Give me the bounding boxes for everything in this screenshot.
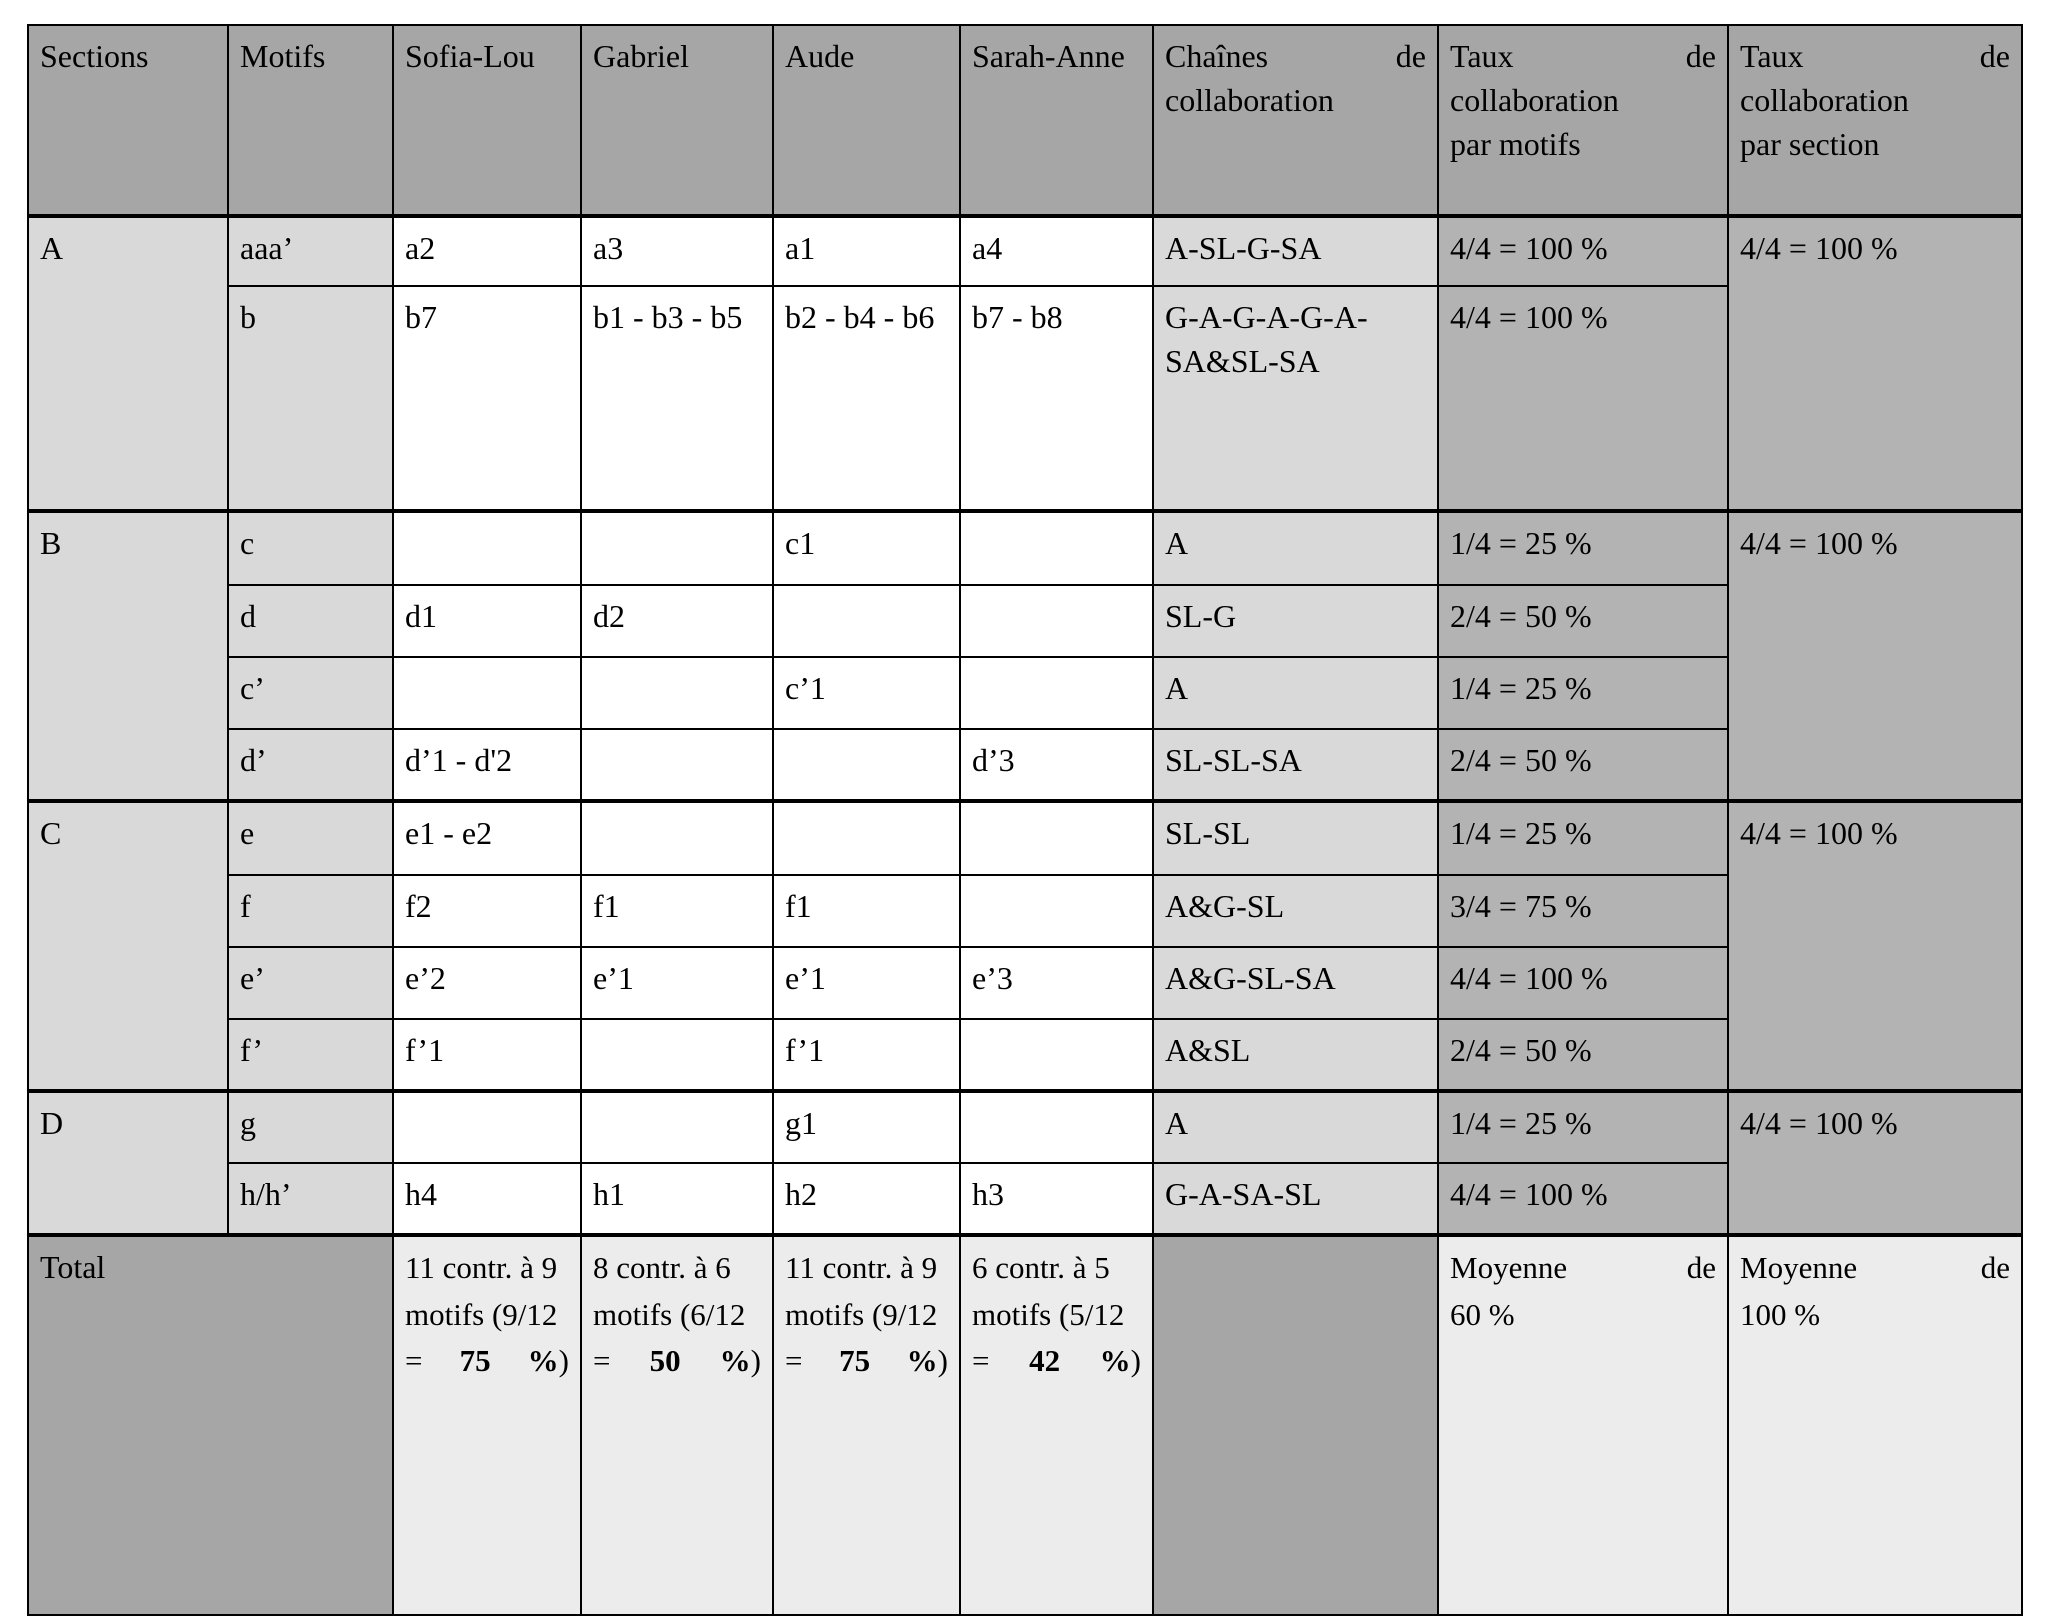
motif-cell: f’ — [228, 1019, 393, 1091]
total-chaine-cell — [1153, 1235, 1438, 1615]
gabriel-cell — [581, 801, 773, 875]
chaine-collaboration-cell: A&SL — [1153, 1019, 1438, 1091]
header-word: de — [1685, 38, 1716, 74]
column-header-sofia-lou: Sofia-Lou — [393, 25, 581, 216]
sarah-anne-cell: d’3 — [960, 729, 1153, 801]
header-word: Chaînes — [1165, 38, 1269, 74]
gabriel-cell: f1 — [581, 875, 773, 947]
total-percent-value: 42 % — [1029, 1343, 1131, 1378]
taux-par-motifs-cell: 4/4 = 100 % — [1438, 947, 1728, 1019]
gabriel-cell — [581, 511, 773, 585]
gabriel-cell: h1 — [581, 1163, 773, 1235]
table-row — [28, 1163, 2022, 1235]
table-row — [28, 875, 2022, 947]
header-line: par section — [1740, 126, 1880, 163]
gabriel-cell: e’1 — [581, 947, 773, 1019]
chaine-collaboration-cell: G-A-SA-SL — [1153, 1163, 1438, 1235]
motif-cell: c — [228, 511, 393, 585]
chaine-collaboration-cell: A-SL-G-SA — [1153, 216, 1438, 286]
sofia-lou-cell: f’1 — [393, 1019, 581, 1091]
aude-cell: e’1 — [773, 947, 960, 1019]
column-header-sections: Sections — [28, 25, 228, 216]
column-header-chaines-de-collaboration — [1153, 25, 1438, 216]
section-label-cell: C — [28, 801, 228, 1091]
aude-cell: c’1 — [773, 657, 960, 729]
sarah-anne-cell: h3 — [960, 1163, 1153, 1235]
moyenne-label: Moyenne de — [1740, 1250, 2010, 1285]
chaine-collaboration-cell: A&G-SL-SA — [1153, 947, 1438, 1019]
moyenne-value: 100 % — [1740, 1296, 1821, 1332]
sofia-lou-cell: b7 — [393, 286, 581, 511]
header-word: de — [1979, 38, 2010, 74]
taux-par-motifs-cell: 1/4 = 25 % — [1438, 1091, 1728, 1163]
column-header-aude: Aude — [773, 25, 960, 216]
total-text-tail: ) — [750, 1343, 761, 1378]
table-row — [28, 1091, 2022, 1163]
header-line: collaboration — [1450, 82, 1619, 119]
table-row — [28, 216, 2022, 286]
total-text-plain: 11 contr. à 9 motifs (9/12 = — [785, 1250, 938, 1378]
chaine-collaboration-cell: A — [1153, 511, 1438, 585]
aude-cell: f1 — [773, 875, 960, 947]
sarah-anne-cell — [960, 585, 1153, 657]
aude-cell: a1 — [773, 216, 960, 286]
motif-cell: aaa’ — [228, 216, 393, 286]
motif-cell: g — [228, 1091, 393, 1163]
table-body — [28, 216, 2022, 1615]
chaine-collaboration-cell: A — [1153, 1091, 1438, 1163]
total-aude-cell — [773, 1235, 960, 1615]
total-row — [28, 1235, 2022, 1615]
taux-par-motifs-cell: 2/4 = 50 % — [1438, 585, 1728, 657]
total-text-plain: 11 contr. à 9 motifs (9/12 = — [405, 1250, 558, 1378]
table-row — [28, 585, 2022, 657]
total-text-tail: ) — [1130, 1343, 1141, 1378]
total-sofia-lou-cell — [393, 1235, 581, 1615]
total-percent-value: 75 % — [459, 1343, 559, 1378]
total-text-tail: ) — [558, 1343, 569, 1378]
taux-par-motifs-cell: 2/4 = 50 % — [1438, 729, 1728, 801]
gabriel-cell: a3 — [581, 216, 773, 286]
section-label-cell: B — [28, 511, 228, 801]
sofia-lou-cell — [393, 657, 581, 729]
motif-cell: d’ — [228, 729, 393, 801]
sarah-anne-cell — [960, 1091, 1153, 1163]
aude-cell: g1 — [773, 1091, 960, 1163]
total-gabriel-cell — [581, 1235, 773, 1615]
header-line: collaboration — [1740, 82, 1909, 119]
sofia-lou-cell: d’1 - d'2 — [393, 729, 581, 801]
column-header-gabriel: Gabriel — [581, 25, 773, 216]
gabriel-cell — [581, 657, 773, 729]
sarah-anne-cell — [960, 657, 1153, 729]
gabriel-cell — [581, 1019, 773, 1091]
sofia-lou-cell: e’2 — [393, 947, 581, 1019]
motif-cell: d — [228, 585, 393, 657]
header-word: de — [1395, 38, 1426, 74]
table-row — [28, 801, 2022, 875]
sofia-lou-cell: f2 — [393, 875, 581, 947]
total-text-plain: 8 contr. à 6 motifs (6/12 = — [593, 1250, 746, 1378]
chaine-collaboration-cell: SL-SL — [1153, 801, 1438, 875]
sarah-anne-cell — [960, 1019, 1153, 1091]
column-header-motifs: Motifs — [228, 25, 393, 216]
motif-cell: e — [228, 801, 393, 875]
header-line — [1450, 34, 1716, 78]
gabriel-cell: d2 — [581, 585, 773, 657]
aude-cell: h2 — [773, 1163, 960, 1235]
sarah-anne-cell: a4 — [960, 216, 1153, 286]
chaine-collaboration-cell: SL-SL-SA — [1153, 729, 1438, 801]
table-row — [28, 657, 2022, 729]
chaine-collaboration-cell: A&G-SL — [1153, 875, 1438, 947]
header-line — [1740, 34, 2010, 78]
aude-cell: c1 — [773, 511, 960, 585]
total-percent-value: 50 % — [649, 1343, 751, 1378]
total-text-tail: ) — [937, 1343, 948, 1378]
column-header-sarah-anne: Sarah-Anne — [960, 25, 1153, 216]
sofia-lou-cell: d1 — [393, 585, 581, 657]
section-label-cell: A — [28, 216, 228, 511]
sofia-lou-cell: h4 — [393, 1163, 581, 1235]
sofia-lou-cell — [393, 511, 581, 585]
aude-cell: f’1 — [773, 1019, 960, 1091]
chaine-collaboration-cell: SL-G — [1153, 585, 1438, 657]
taux-par-section-cell: 4/4 = 100 % — [1728, 216, 2022, 511]
taux-par-motifs-cell: 1/4 = 25 % — [1438, 657, 1728, 729]
column-header-taux-par-motifs — [1438, 25, 1728, 216]
table-row — [28, 286, 2022, 511]
section-label-cell: D — [28, 1091, 228, 1235]
taux-par-motifs-cell: 4/4 = 100 % — [1438, 1163, 1728, 1235]
taux-par-motifs-cell: 4/4 = 100 % — [1438, 216, 1728, 286]
sarah-anne-cell — [960, 511, 1153, 585]
header-word: Taux — [1740, 38, 1804, 74]
collaboration-table-wrapper — [27, 24, 2021, 1616]
motif-cell: e’ — [228, 947, 393, 1019]
taux-par-section-cell: 4/4 = 100 % — [1728, 801, 2022, 1091]
column-header-taux-par-section — [1728, 25, 2022, 216]
taux-par-section-cell: 4/4 = 100 % — [1728, 511, 2022, 801]
total-moyenne-par-motifs-cell — [1438, 1235, 1728, 1615]
table-row — [28, 947, 2022, 1019]
collaboration-table — [27, 24, 2023, 1616]
header-line: collaboration — [1165, 82, 1334, 119]
aude-cell — [773, 585, 960, 657]
aude-cell — [773, 729, 960, 801]
aude-cell: b2 - b4 - b6 — [773, 286, 960, 511]
table-row — [28, 1019, 2022, 1091]
taux-par-motifs-cell: 2/4 = 50 % — [1438, 1019, 1728, 1091]
gabriel-cell — [581, 729, 773, 801]
taux-par-section-cell: 4/4 = 100 % — [1728, 1091, 2022, 1235]
header-word: Taux — [1450, 38, 1514, 74]
taux-par-motifs-cell: 1/4 = 25 % — [1438, 511, 1728, 585]
moyenne-value: 60 % — [1450, 1296, 1515, 1332]
sofia-lou-cell — [393, 1091, 581, 1163]
taux-par-motifs-cell: 1/4 = 25 % — [1438, 801, 1728, 875]
motif-cell: f — [228, 875, 393, 947]
gabriel-cell — [581, 1091, 773, 1163]
total-sarah-anne-cell — [960, 1235, 1153, 1615]
chaine-collaboration-cell: G-A-G-A-G-A-SA&SL-SA — [1153, 286, 1438, 511]
gabriel-cell: b1 - b3 - b5 — [581, 286, 773, 511]
table-row — [28, 729, 2022, 801]
sarah-anne-cell — [960, 875, 1153, 947]
taux-par-motifs-cell: 3/4 = 75 % — [1438, 875, 1728, 947]
table-header — [28, 25, 2022, 216]
header-line: par motifs — [1450, 126, 1581, 163]
sarah-anne-cell — [960, 801, 1153, 875]
total-label-cell: Total — [28, 1235, 393, 1615]
sarah-anne-cell: b7 - b8 — [960, 286, 1153, 511]
sarah-anne-cell: e’3 — [960, 947, 1153, 1019]
chaine-collaboration-cell: A — [1153, 657, 1438, 729]
motif-cell: h/h’ — [228, 1163, 393, 1235]
table-row — [28, 511, 2022, 585]
motif-cell: b — [228, 286, 393, 511]
total-percent-value: 75 % — [839, 1343, 938, 1378]
header-row — [28, 25, 2022, 216]
sofia-lou-cell: a2 — [393, 216, 581, 286]
moyenne-label: Moyenne de — [1450, 1250, 1716, 1285]
aude-cell — [773, 801, 960, 875]
sofia-lou-cell: e1 - e2 — [393, 801, 581, 875]
motif-cell: c’ — [228, 657, 393, 729]
header-line — [1165, 34, 1426, 78]
total-moyenne-par-section-cell — [1728, 1235, 2022, 1615]
taux-par-motifs-cell: 4/4 = 100 % — [1438, 286, 1728, 511]
total-text-plain: 6 contr. à 5 motifs (5/12 = — [972, 1250, 1125, 1378]
